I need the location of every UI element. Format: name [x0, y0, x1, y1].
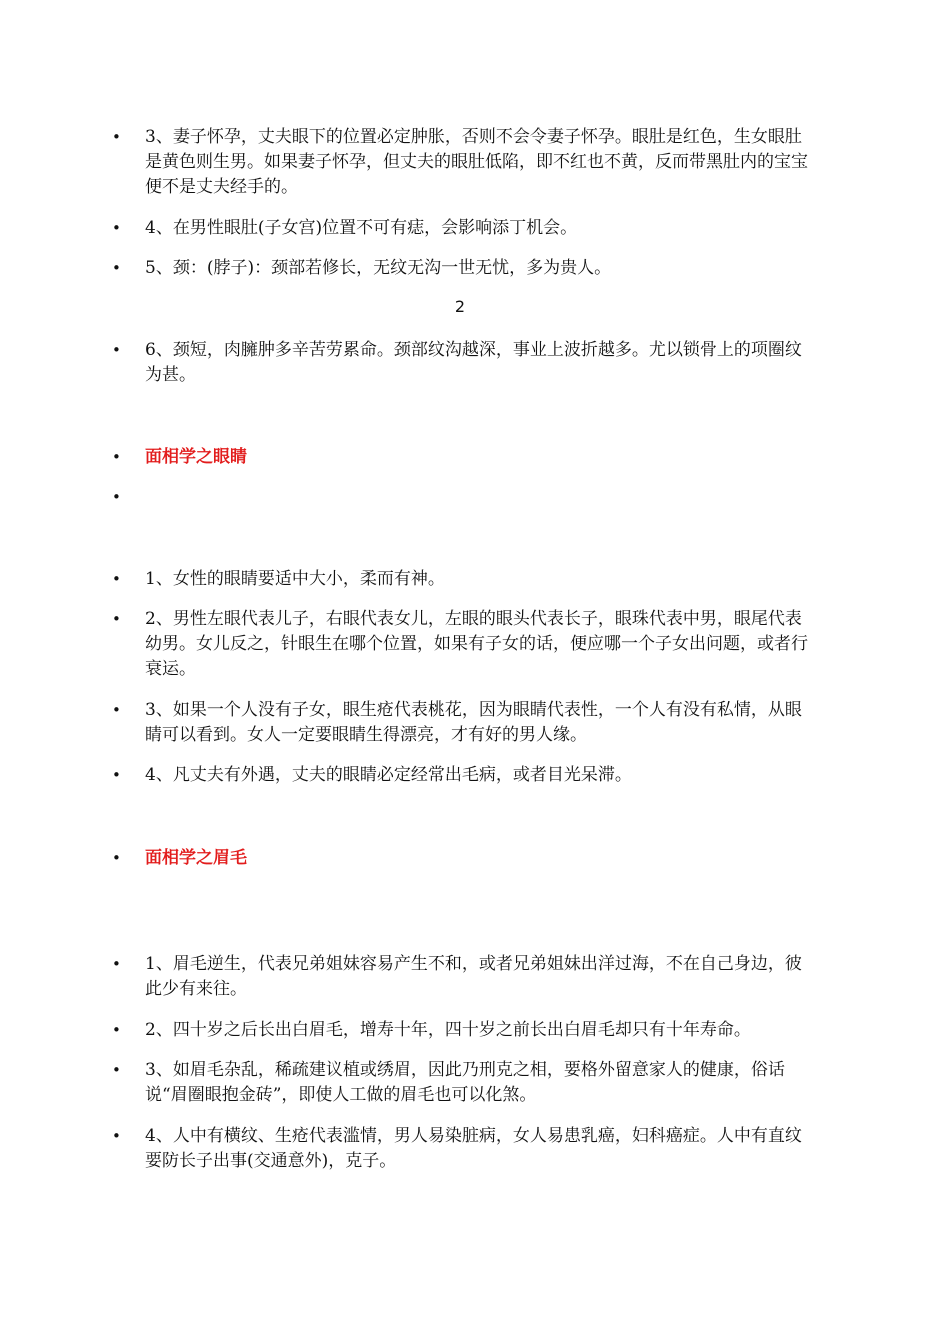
bullet: • [112, 849, 121, 867]
list-item [112, 1124, 810, 1174]
bullet: • [112, 766, 121, 784]
list-item-text: 3、妻子怀孕，丈夫眼下的位置必定肿胀，否则不会令妻子怀孕。眼肚是红色，生女眼肚是黄色则生男。如果妻子怀孕，但丈夫的眼肚低陷，即不红也不黄，反而带黑肚内的宝宝便不是丈夫经手的。 [145, 127, 808, 197]
list-item-text: 4、凡丈夫有外遇，丈夫的眼睛必定经常出毛病，或者目光呆滞。 [145, 765, 632, 785]
list-item-text: 4、人中有横纹、生疮代表滥情，男人易染脏病，女人易患乳癌，妇科癌症。人中有直纹要防长子出事(交通意外)，克子。 [145, 1126, 802, 1171]
list-item [112, 567, 810, 592]
list-item-text: 2、四十岁之后长出白眉毛，增寿十年，四十岁之前长出白眉毛却只有十年寿命。 [145, 1020, 751, 1040]
page-number: 2 [454, 297, 466, 316]
bullet: • [112, 1061, 121, 1079]
list-item [112, 607, 810, 682]
bullet: • [112, 1127, 121, 1145]
heading-text: 面相学之眼睛 [145, 447, 247, 467]
section-heading-eyebrows [112, 846, 810, 871]
bullet: • [112, 341, 121, 359]
heading-text: 面相学之眉毛 [145, 848, 247, 868]
section-heading-eyes [112, 445, 810, 470]
list-item [112, 338, 810, 388]
bullet: • [112, 219, 121, 237]
list-item [112, 256, 810, 281]
bullet: • [112, 1021, 121, 1039]
bullet: • [112, 570, 121, 588]
list-item [112, 216, 810, 241]
list-item-text: 1、女性的眼睛要适中大小，柔而有神。 [145, 569, 445, 589]
bullet: • [112, 701, 121, 719]
list-item-text: 3、如果一个人没有子女，眼生疮代表桃花，因为眼睛代表性，一个人有没有私情，从眼睛可以看到。女人一定要眼睛生得漂亮，才有好的男人缘。 [145, 700, 802, 745]
bullet: • [112, 955, 121, 973]
list-item-text: 3、如眉毛杂乱，稀疏建议植或绣眉，因此乃刑克之相，要格外留意家人的健康，俗话说“眉圈眼抱金砖”，即使人工做的眉毛也可以化煞。 [145, 1060, 785, 1105]
list-item [112, 1058, 810, 1108]
bullet: • [112, 128, 121, 146]
list-item [112, 125, 810, 200]
list-item-text: 5、颈：(脖子)：颈部若修长，无纹无沟一世无忧，多为贵人。 [145, 258, 612, 278]
bullet: • [112, 259, 121, 277]
list-item [112, 952, 810, 1002]
list-item [112, 1018, 810, 1043]
list-item [112, 698, 810, 748]
list-item [112, 763, 810, 788]
bullet: • [112, 488, 121, 506]
list-item-text: 2、男性左眼代表儿子，右眼代表女儿，左眼的眼头代表长子，眼珠代表中男，眼尾代表幼男。女儿反之，针眼生在哪个位置，如果有子女的话，便应哪一个子女出问题，或者行衰运。 [145, 609, 808, 679]
bullet: • [112, 610, 121, 628]
list-item-text: 4、在男性眼肚(子女宫)位置不可有痣，会影响添丁机会。 [145, 218, 578, 238]
list-item-text: 1、眉毛逆生，代表兄弟姐妹容易产生不和，或者兄弟姐妹出洋过海，不在自己身边，彼此少有来往。 [145, 954, 802, 999]
list-item-text: 6、颈短，肉臃肿多辛苦劳累命。颈部纹沟越深，事业上波折越多。尤以锁骨上的项圈纹为甚。 [145, 340, 802, 385]
bullet: • [112, 448, 121, 466]
